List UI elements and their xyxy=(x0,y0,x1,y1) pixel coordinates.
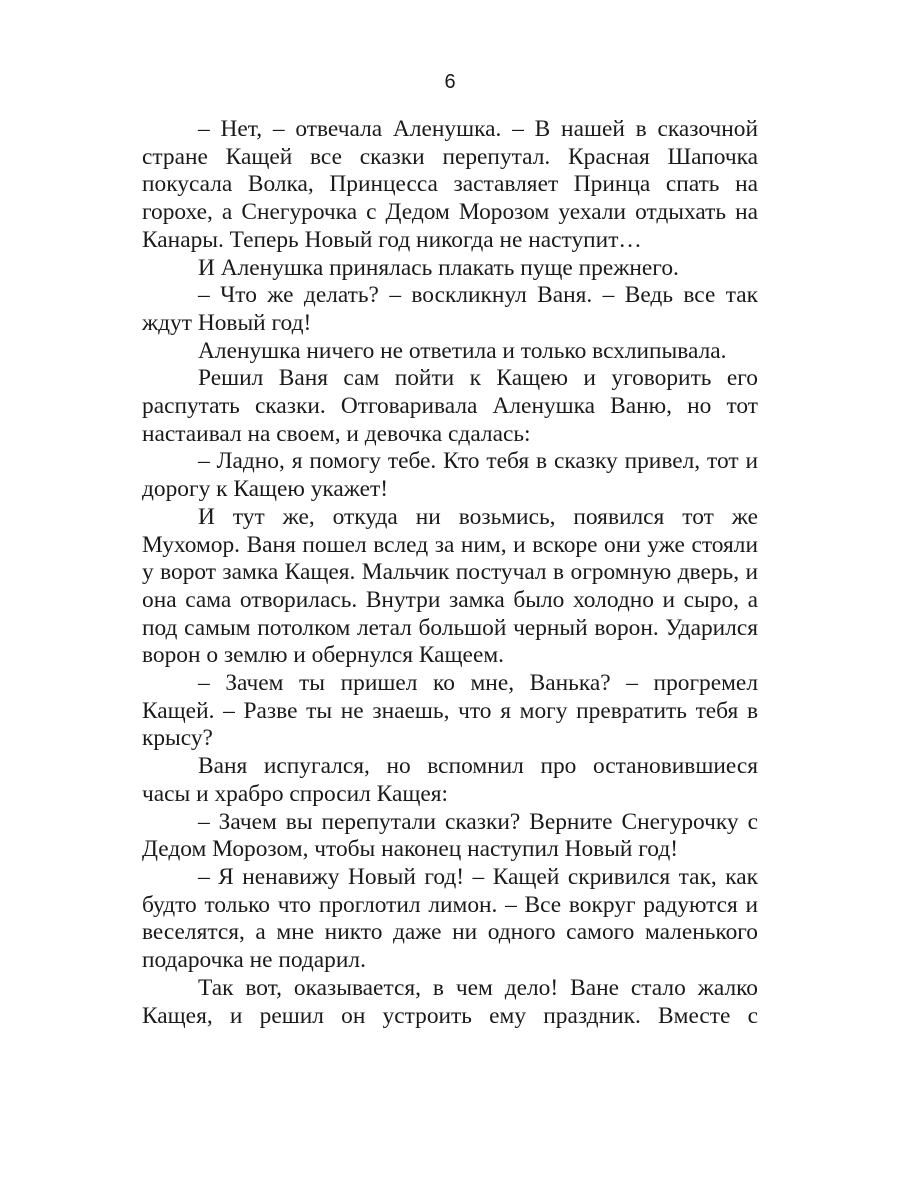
page-number: 6 xyxy=(444,71,456,93)
paragraph: И Аленушка принялась плакать пуще прежнего. xyxy=(198,254,679,281)
paragraph: – Я ненавижу Новый год! – Кащей скривился так, как будто только что проглотил лимон. – Все вокруг радуются и веселятся, а мне никто даже ни одного самого маленького подарочка не подарил. xyxy=(142,863,758,974)
paragraph: – Зачем вы перепутали сказки? Верните Снегурочку с Дедом Морозом, чтобы наконец наступил Новый год! xyxy=(142,808,758,863)
paragraph: Решил Ваня сам пойти к Кащею и уговорить его распутать сказки. Отговаривала Аленушка Ваню, но тот настаивал на своем, и девочка сдалась: xyxy=(142,365,758,447)
paragraph: – Ладно, я помогу тебе. Кто тебя в сказку привел, тот и дорогу к Кащею укажет! xyxy=(142,448,758,503)
paragraph: Ваня испугался, но вспомнил про остановившиеся часы и храбро спросил Кащея: xyxy=(142,753,758,807)
text-body xyxy=(142,116,758,1030)
paragraph: – Зачем ты пришел ко мне, Ванька? – прогремел Кащей. – Разве ты не знаешь, что я могу превратить тебя в крысу? xyxy=(142,670,758,752)
paragraph: – Нет, – отвечала Аленушка. – В нашей в сказочной стране Кащей все сказки перепутал. Красная Шапочка покусала Волка, Принцесса заставляет Принца спать на горохе, а Снегурочка с Дедом Морозом уехали отдыхать на Канары. Теперь Новый год никогда не наступит… xyxy=(142,116,758,253)
paragraph-continued: Так вот, оказывается, в чем дело! Ване стало жалко Кащея, и решил он устроить ему праздник. Вместе с xyxy=(142,974,758,1029)
paragraph: – Что же делать? – воскликнул Ваня. – Ведь все так ждут Новый год! xyxy=(142,282,758,336)
paragraph: И тут же, откуда ни возьмись, появился тот же Мухомор. Ваня пошел вслед за ним, и вскоре они уже стояли у ворот замка Кащея. Мальчик постучал в огромную дверь, и она сама отворилась. Внутри замка было холодно и сыро, а под самым потолком летал большой черный ворон. Ударился ворон о землю и обернулся Кащеем. xyxy=(142,503,758,669)
paragraph: Аленушка ничего не ответила и только всхлипывала. xyxy=(198,337,727,364)
